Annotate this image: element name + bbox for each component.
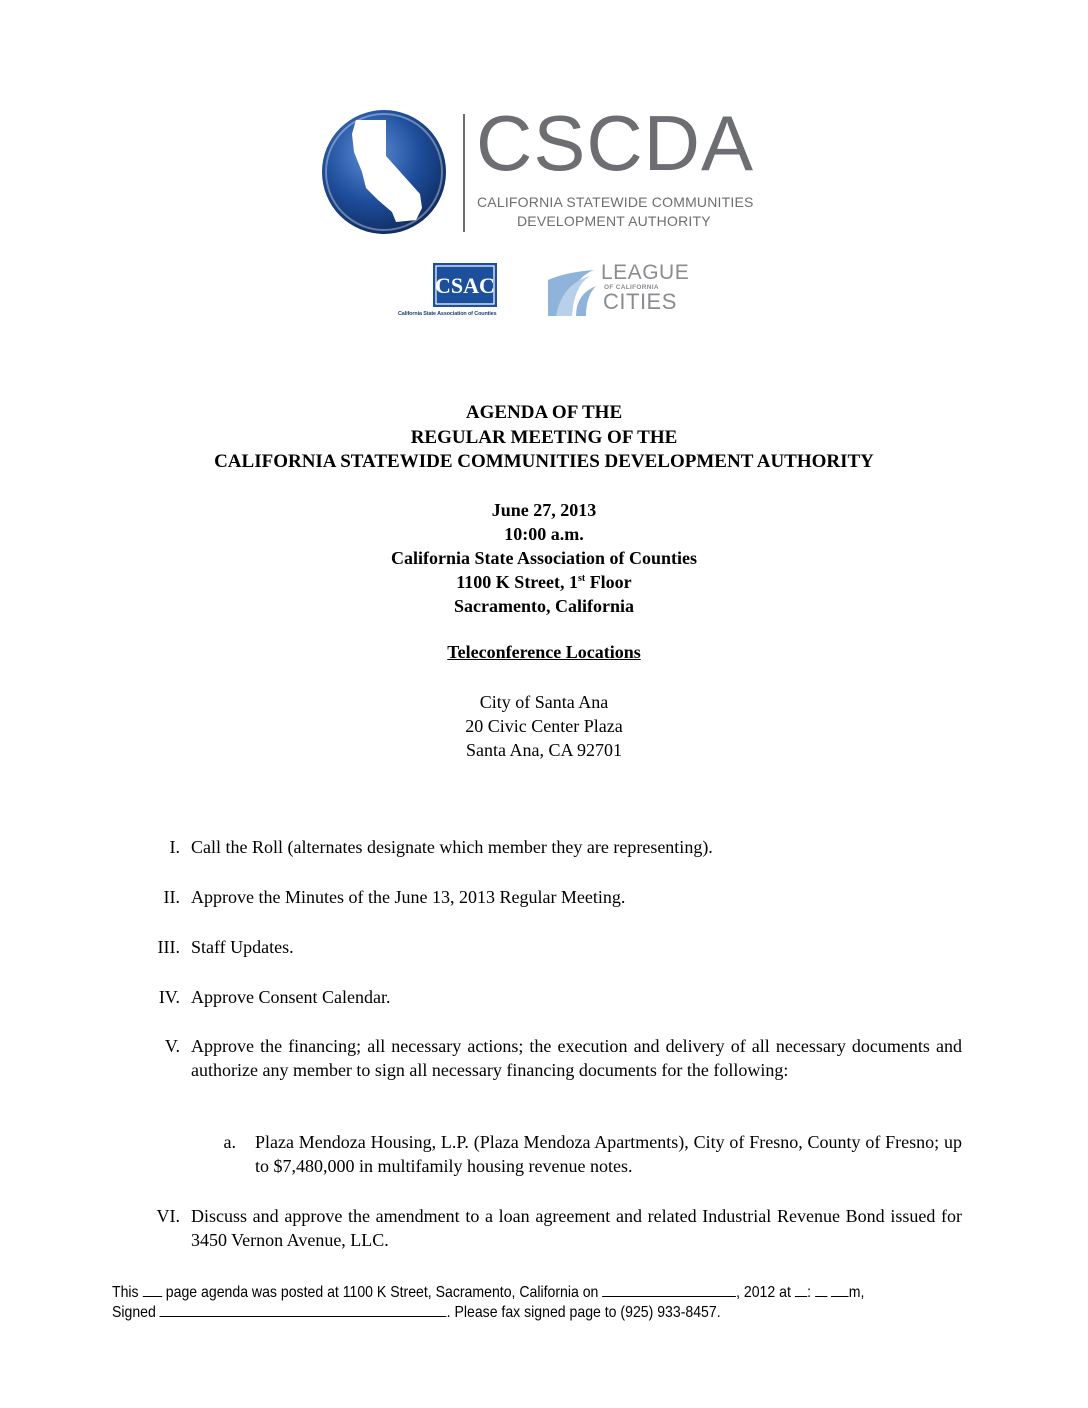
- fax-instruction: . Please fax signed page to (925) 933-8457.: [446, 1304, 721, 1321]
- agenda-item-text: Approve the financing; all necessary actions; the execution and delivery of all necessary documents and authorize any member to sign all necessary financing documents for the following:: [191, 1036, 962, 1080]
- cscda-subtitle-2: DEVELOPMENT AUTHORITY: [517, 213, 711, 229]
- posting-minute-blank[interactable]: [815, 1281, 827, 1297]
- teleconference-city: Santa Ana, CA 92701: [466, 740, 622, 760]
- signature-blank[interactable]: [160, 1301, 447, 1317]
- teleconference-address: 20 Civic Center Plaza: [465, 716, 623, 736]
- posting-this: This: [112, 1284, 139, 1301]
- posting-colon: :: [807, 1284, 812, 1301]
- page-count-blank[interactable]: [143, 1281, 162, 1297]
- teleconference-name: City of Santa Ana: [479, 692, 609, 712]
- agenda-sub-item-text: Plaza Mendoza Housing, L.P. (Plaza Mendoza Apartments), City of Fresno, County of Fresno; up to $7,480,000 in multifamily housing revenue notes.: [255, 1132, 962, 1176]
- agenda-sub-item-letter: a.: [223, 1132, 236, 1152]
- agenda-title-line-3: CALIFORNIA STATEWIDE COMMUNITIES DEVELOPMENT AUTHORITY: [214, 451, 874, 472]
- meeting-street-floor: Floor: [585, 572, 632, 592]
- posting-m: m,: [848, 1284, 865, 1301]
- agenda-item-text: Approve Consent Calendar.: [191, 987, 391, 1007]
- meeting-time: 10:00 a.m.: [504, 524, 584, 544]
- agenda-item-number: VI.: [156, 1206, 180, 1226]
- signature-line: [112, 1301, 721, 1323]
- league-cities: CITIES: [603, 289, 677, 314]
- agenda-item-number: I.: [169, 837, 180, 857]
- agenda-item-number: II.: [163, 887, 180, 907]
- agenda-item-number: IV.: [158, 987, 180, 1007]
- meeting-city: Sacramento, California: [454, 596, 634, 616]
- meeting-date: June 27, 2013: [491, 500, 597, 520]
- league-wordmark: LEAGUE: [601, 261, 690, 284]
- meeting-street: [0, 570, 1088, 594]
- posting-line: [112, 1281, 864, 1303]
- cscda-wordmark: CSCDA: [476, 99, 755, 187]
- meeting-street-sup: st: [577, 573, 586, 584]
- teleconference-section: [0, 642, 1088, 663]
- meeting-venue: California State Association of Counties: [391, 548, 697, 568]
- posting-date-blank[interactable]: [602, 1281, 736, 1297]
- agenda-item-text: Approve the Minutes of the June 13, 2013 Regular Meeting.: [191, 887, 626, 907]
- posting-ampm-blank[interactable]: [831, 1281, 849, 1297]
- meeting-street-text: 1100 K Street, 1: [456, 572, 578, 592]
- posting-text: page agenda was posted at 1100 K Street, Sacramento, California on: [165, 1284, 599, 1301]
- teleconference-title: Teleconference Locations: [447, 642, 641, 662]
- posting-hour-blank[interactable]: [795, 1281, 807, 1297]
- cscda-subtitle-1: CALIFORNIA STATEWIDE COMMUNITIES: [477, 194, 754, 210]
- signed-label: Signed: [112, 1304, 156, 1321]
- agenda-item-text: Call the Roll (alternates designate which member they are representing).: [191, 837, 713, 857]
- agenda-item-number: III.: [157, 937, 180, 957]
- agenda-item-number: V.: [164, 1036, 180, 1056]
- agenda-item-text: Staff Updates.: [191, 937, 294, 957]
- agenda-title-line-1: AGENDA OF THE: [465, 402, 623, 423]
- csac-tagline: California State Association of Counties: [398, 311, 497, 317]
- posting-year: , 2012 at: [736, 1284, 791, 1301]
- league-of-california: OF CALIFORNIA: [604, 284, 659, 291]
- agenda-title-line-2: REGULAR MEETING OF THE: [410, 427, 678, 448]
- agenda-item-text: Discuss and approve the amendment to a loan agreement and related Industrial Revenue Bond issued for 3450 Vernon Avenue, LLC.: [191, 1206, 962, 1250]
- csac-mark: CSAC: [435, 273, 495, 298]
- csac-logo-icon: [432, 262, 498, 308]
